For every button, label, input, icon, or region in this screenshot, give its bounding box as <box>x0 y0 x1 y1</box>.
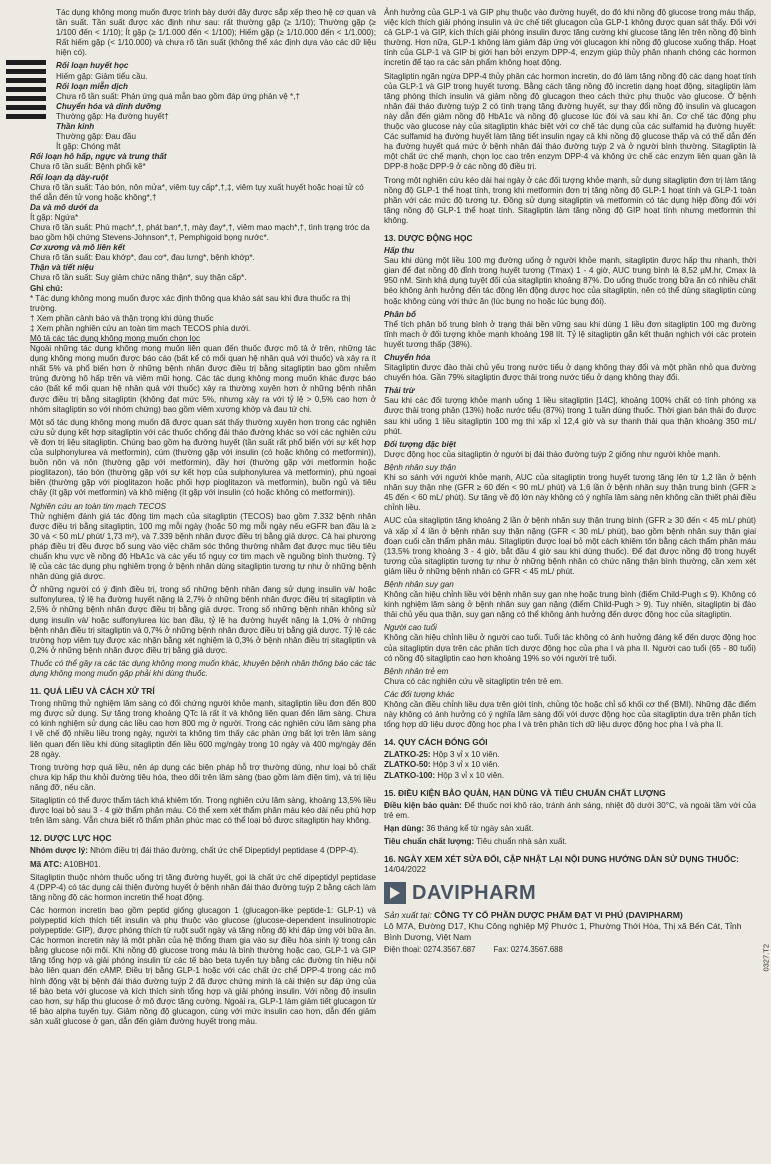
heading-elderly: Người cao tuổi <box>384 623 437 633</box>
pharmaco-p1: Sitagliptin thuộc nhóm thuốc uống trị tăng đường huyết, gọi là chất ức chế dipeptidyl peptidase 4 (DPP-4) có tác dụng cải thiện đường huyết ở bệnh nhân đái tháo đường tuýp 2 bằng cách làm tăng nồng độ các hormon incretin thể hoạt động. <box>30 872 376 902</box>
nervous-text-1: Thường gặp: Đau đầu <box>56 132 137 142</box>
section-11-title: 11. QUÁ LIỀU VÀ CÁCH XỬ TRÍ <box>30 686 155 697</box>
side-code: 0327.T2 <box>762 944 771 972</box>
pack-50-value: Hộp 3 vỉ x 10 viên. <box>430 760 500 770</box>
expiry-label: Hạn dùng: <box>384 823 425 833</box>
section-13-title: 13. DƯỢC ĐỘNG HỌC <box>384 232 473 243</box>
section-12-title: 12. DƯỢC LỰC HỌC <box>30 833 112 844</box>
storage-value: Để thuốc nơi khô ráo, tránh ánh sáng, nhiệt độ dưới 30°C, và ngoài tầm với của trẻ em. <box>384 800 756 820</box>
right-column <box>384 8 756 955</box>
heading-elimination: Thải trừ <box>384 386 415 396</box>
pack-100 <box>384 771 756 781</box>
selected-effects-title: Mô tả các tác dụng không mong muốn chọn lọc <box>30 334 201 343</box>
heading-nervous: Thần kinh <box>56 122 95 132</box>
atc-code <box>30 860 376 870</box>
skin-text-1: Ít gặp: Ngứa* <box>30 212 79 222</box>
pharmaco-p2: Các hormon incretin bao gồm peptid giống glucagon 1 (glucagon-like peptide-1: GLP-1) và polypeptid kích thích tiết insulin và phụ thuộc vào glucose (glucose-dependent insulinotropic polypeptide: GIP), được phóng thích từ ruột suốt ngày và tăng nồng độ khi đáp ứng với bữa ăn. Các hormon incretin này là một phần của hệ thống tham gia vào sự điều hòa sinh lý trong cân bằng glucose nội môi. Khi nồng độ glucose trong máu là bình thường hoặc cao, GLP-1 và GIP tăng tổng hợp và giải phóng insulin từ các tế bào beta tuyến tụy bằng các đường tín hiệu nội bào liên quan đến cAMP. Điều trị bằng GLP-1 hoặc với các chất ức chế DPP-4 trong các mô hình động vật bị bệnh đái tháo đường tuýp 2 đã được chứng minh là cải thiện sự đáp ứng của tế bào beta với glucose và kích thích sinh tổng hợp và giải phóng insulin. Với nồng độ insulin cao hơn, sự hấp thu glucose ở mô được tăng cường. Ngoài ra, GLP-1 làm giảm tiết glucagon từ tế bào alpha tuyến tụy. Giảm nồng độ glucagon, cùng với mức insulin cao hơn, dẫn đến giảm sản xuất glucose ở gan, dẫn đến giảm đường huyết trong máu. <box>30 905 376 1026</box>
quality-value: Tiêu chuẩn nhà sản xuất. <box>474 837 567 847</box>
pack-25-label: ZLATKO-25: <box>384 750 431 760</box>
heading-gi: Rối loạn dạ dày-ruột <box>30 172 109 182</box>
phone: Điện thoại: 0274.3567.687 <box>384 945 476 955</box>
pack-25-value: Hộp 3 vỉ x 10 viên. <box>430 750 500 760</box>
section-16-title: 16. NGÀY XEM XÉT SỬA ĐỔI, CẬP NHẬT LẠI NỘI DUNG HƯỚNG DẪN SỬ DỤNG THUỐC: <box>384 854 739 865</box>
davipharm-logo-icon <box>384 882 406 904</box>
frequency-intro: Tác dụng không mong muốn được trình bày dưới đây được sắp xếp theo hệ cơ quan và tần suất. Tần suất được xác định như sau: rất thường gặp (≥ 1/10); Thường gặp (≥ 1/100 đến < 1/10); Ít gặp (≥ 1/1.000 đến < 1/100); Hiếm gặp (≥ 1/10.000 đến < 1/1.000); Rất hiếm gặp (< 1/10.000) và chưa rõ tần suất (không thể xác định dựa vào các dữ liệu hiện có). <box>56 8 376 58</box>
contact <box>384 945 756 955</box>
overdose-p2: Trong trường hợp quá liều, nên áp dụng các biện pháp hỗ trợ thường dùng, như loại bỏ chất chưa kịp hấp thu khỏi đường tiêu hóa, theo dõi trên lâm sàng (bao gồm làm điện tim), và trị liệu nâng đỡ, nếu cần. <box>30 762 376 792</box>
section-16 <box>384 854 756 874</box>
metabolism-pk-text: Sitagliptin được đào thải chủ yếu trong nước tiểu ở dạng không thay đổi và một phần nhỏ qua đường chuyển hóa. Gần 79% sitagliptin được thải trong nước tiểu ở dạng không thay đổi. <box>384 363 756 383</box>
pack-100-label: ZLATKO-100: <box>384 770 436 780</box>
overdose-p1: Trong những thử nghiệm lâm sàng có đối chứng người khỏe mạnh, sitagliptin liều đơn đến 800 mg được sử dụng. Sự tăng trong khoảng QTc là rất ít và không liên quan đến lâm sàng. Chưa có kinh nghiệm sử dụng các liều cao hơn 800 mg ở người. Trong các nghiên cứu lâm sàng pha I về chế độ nhiều liều trong ngày, người ta không tìm thấy các phản ứng bất lợi trên lâm sàng liên quan đến liều khi dùng sitagliptin đến liều 600 mg/ngày trong 10 ngày và 400 mg/ngày đến 28 ngày. <box>30 699 376 759</box>
absorption-text: Sau khi dùng một liều 100 mg đường uống ở người khỏe mạnh, sitagliptin được hấp thu nhanh, thời gian để đạt nồng độ đỉnh trong huyết tương (Tmax) 1 - 4 giờ, AUC trung bình là 8,52 µM.hr, Cmax là 950 nM. Sinh khả dụng tuyệt đối của sitagliptin khoảng 87%. Do uống thuốc trong bữa ăn có nhiều chất béo không ảnh hưởng đến tác động lên động dược học của sitagliptin, nên có thể dùng sitagliptin cùng hoặc không cùng với thức ăn (lúc bụng no hoặc lúc bụng đói). <box>384 256 756 306</box>
renal-text: Chưa rõ tần suất: Suy giảm chức năng thận*, suy thận cấp*. <box>30 273 247 283</box>
incretin-p3: Trong một nghiên cứu kéo dài hai ngày ở các đối tượng khỏe mạnh, sử dụng sitagliptin đơn trị làm tăng nồng độ GLP-1 thể hoạt tính, trong khi metformin đơn trị tăng nồng độ GLP-1 hoạt tính và GLP-1 toàn phần với các mức độ tương tự. Đồng sử dụng sitagliptin và metformin có tác dụng hiệp đồng đối với tăng nồng độ GLP-1 thể hoạt tính. Sitagliptin làm tăng nồng độ GIP hoạt tính nhưng metformin thì không. <box>384 175 756 225</box>
heading-special: Đối tượng đặc biệt <box>384 439 456 449</box>
gi-text: Chưa rõ tần suất: Táo bón, nôn mửa*, viêm tụy cấp*,†,‡, viêm tụy xuất huyết hoặc hoại tử có thể dẫn đến tử vong hoặc không*,† <box>30 182 364 202</box>
pack-50-label: ZLATKO-50: <box>384 760 431 770</box>
manufacturer-company: CÔNG TY CỔ PHẦN DƯỢC PHẨM ĐẠT VI PHÚ (DAVIPHARM) <box>431 910 683 921</box>
atc-value: A10BH01. <box>61 859 101 869</box>
tecos-title: Nghiên cứu an toàn tim mạch TECOS <box>30 501 167 511</box>
renal-pk-p2: AUC của sitagliptin tăng khoảng 2 lần ở bệnh nhân suy thận trung bình (GFR ≥ 30 đến < 45 mL/ phút) và xấp xỉ 4 lần ở bệnh nhân suy thận nặng (GFR < 30 mL/ phút), bao gồm bệnh nhân suy thận giai đoạn cuối cần thẩm phân máu. Sitagliptin được loại bỏ một cách khiêm tốn bằng cách thẩm phân máu (13,5% trong khoảng 3 - 4 giờ, bắt đầu 4 giờ sau khi dùng thuốc). Để đạt được nồng độ trong huyết tương của sitagliptin tương tự như ở những bệnh nhân có chức năng thận bình thường, cần xem xét giảm liều ở những bệnh nhân có GFR < 45 mL/ phút. <box>384 516 756 576</box>
fax: Fax: 0274.3567.688 <box>493 945 563 955</box>
heading-metabolism-pk: Chuyển hóa <box>384 353 431 362</box>
note-2: † Xem phần cảnh báo và thận trọng khi dùng thuốc <box>30 313 214 323</box>
selected-effects-p2: Một số tác dụng không mong muốn đã được quan sát thấy thường xuyên hơn trong các nghiên cứu sử dụng kết hợp sitagliptin với các thuốc chống đái tháo đường khác so với các nghiên cứu về đơn trị liệu sitagliptin. Chúng bao gồm hạ đường huyết (tần suất rất phổ biến với sự kết hợp của sulphonylurea và metformin), cúm (thường gặp với insulin (có hoặc không có metformin)), buồn nôn và nôn (thường gặp với metformin), đầy hơi (thường gặp với metformin hoặc pioglitazon), táo bón (thường gặp với sự kết hợp của sulphonylurea và metformin), phù ngoại biên (thường gặp với pioglitazon hoặc phối hợp pioglitazon và metformin), buồn ngủ và tiêu chảy (ít gặp với metformin) và khô miệng (ít gặp với insulin (có hoặc không có metformin)). <box>30 417 376 498</box>
elderly-text: Không cần hiệu chỉnh liều ở người cao tuổi. Tuổi tác không có ảnh hưởng đáng kể đến dược động học của sitagliptin dựa trên các phân tích dược động học của pha I và pha II. Người cao tuổi (65 - 80 tuổi) có nồng độ sitagliptin cao hơn khoảng 19% so với người trẻ tuổi. <box>384 633 756 663</box>
pack-100-value: Hộp 3 vỉ x 10 viên. <box>435 770 504 780</box>
heading-other: Các đối tượng khác <box>384 689 455 699</box>
tecos-p1: Thử nghiệm đánh giá tác động tim mạch của sitagliptin (TECOS) bao gồm 7.332 bệnh nhân được điều trị bằng sitagliptin, 100 mg mỗi ngày (hoặc 50 mg mỗi ngày nếu eGFR ban đầu là ≥ 30 và < 50 mL/ phút/ 1,73 m²), và 7.339 bệnh nhân được điều trị bằng giả dược. Cả hai phương pháp điều trị đều được bổ sung vào việc chăm sóc thông thường nhằm đạt được mục tiêu tiêu chuẩn khu vực về nồng độ HbA1c và các yếu tố nguy cơ tim mạch về nguồng bình thường. Tỷ lệ của các tác dụng phụ nghiêm trọng ở bệnh nhân dùng sitagliptin tương tự như ở những bệnh nhân dùng giả dược. <box>30 511 376 582</box>
pharmaco-group <box>30 846 376 856</box>
incretin-p2: Sitagliptin ngăn ngừa DPP-4 thủy phân các hormon incretin, do đó làm tăng nồng độ các dạng hoạt tính của GLP-1 và GIP trong huyết tương. Bằng cách tăng nồng độ incretin dạng hoạt động, sitagliptin làm tăng phóng thích insulin và giảm nồng độ glucagon theo cách thức phụ thuộc vào glucose. Ở bệnh nhân đái tháo đường tuýp 2 có tình trạng tăng đường huyết, sự thay đổi nồng độ insulin và glucagon này dẫn đến giảm nồng độ HbA1c và nồng độ glucose lúc đói và sau khi ăn. Cơ chế tác động phụ thuộc vào glucose này của sitagliptin khác biệt với cơ chế tác dụng của các sulfamid hạ đường huyết: Các sulfamid hạ đường huyết làm tăng tiết insulin ngay cả khi nồng độ glucose thấp và có thể dẫn đến hạ đường huyết quá mức ở bệnh nhân đái tháo đường tuýp 2 và ở người bình thường. Sitagliptin là một chất ức chế mạnh, chọn lọc cao trên enzym DPP-4 và không ức chế các enzym liên quan gần là DPP-8 hoặc DPP-9 ở các nồng độ điều trị. <box>384 71 756 172</box>
pack-50 <box>384 760 756 770</box>
nervous-text-2: Ít gặp: Chóng mặt <box>56 142 121 152</box>
left-column <box>30 8 376 1030</box>
heading-renal: Thận và tiết niệu <box>30 263 94 273</box>
expiry <box>384 824 756 834</box>
manufacturer <box>384 910 756 921</box>
notes-title: Ghi chú: <box>30 283 63 293</box>
heading-musculoskeletal: Cơ xương và mô liên kết <box>30 243 125 253</box>
storage <box>384 801 756 821</box>
quality <box>384 837 756 847</box>
quality-label: Tiêu chuẩn chất lượng: <box>384 837 475 847</box>
blood-text: Hiếm gặp: Giảm tiểu cầu. <box>56 71 148 81</box>
metabolism-text: Thường gặp: Hạ đường huyết† <box>56 111 169 121</box>
manufacturer-label: Sản xuất tại: <box>384 910 432 921</box>
pack-25 <box>384 750 756 760</box>
children-text: Chưa có các nghiên cứu về sitagliptin trên trẻ em. <box>384 676 564 686</box>
special-text: Dược động học của sitagliptin ở người bị đái tháo đường tuýp 2 giống như người khỏe mạnh. <box>384 449 721 459</box>
overdose-p3: Sitagliptin có thể được thẩm tách khá khiêm tốn. Trong nghiên cứu lâm sàng, khoảng 13,5% liều được loại bỏ sau 3 - 4 giờ thẩm phân máu. Có thể xem xét thẩm phân máu kéo dài nếu phù hợp trên lâm sàng. Vẫn chưa biết rõ thẩm phân phúc mạc có thể loại bỏ được sitagliptin hay không. <box>30 796 376 826</box>
hepatic-text: Không cần hiệu chỉnh liều với bệnh nhân suy gan nhẹ hoặc trung bình (điểm Child-Pugh ≤ 9). Không có kinh nghiệm lâm sàng ở bệnh nhân suy gan nặng (điểm Child-Pugh > 9). Tuy nhiên, sitagliptin bị đào thải chủ yếu qua thận, suy gan nặng có thể không ảnh hưởng đến dược động học của sitagliptin. <box>384 590 756 620</box>
tecos-p2: Ở những người có ý định điều trị, trong số những bệnh nhân đang sử dụng insulin và/ hoặc sulfonylurea, tỷ lệ hạ đường huyết nặng là 2,7% ở những bệnh nhân được điều trị sitagliptin và 2,5% ở những bệnh nhân được điều trị bằng giả dược. Trong số những bệnh nhân không sử dụng insulin và/ hoặc sulfonylurea lúc ban đầu, tỷ lệ hạ đường huyết nặng là 1,0% ở những bệnh nhân điều trị sitagliptin và 0,7% ở những bệnh nhân được điều trị bằng giả dược. Tỷ lệ các trường hợp viêm tụy được xác nhận bằng xét nghiệm là 0,3% ở bệnh nhân điều trị sitagliptin và 0,2% ở những bệnh nhân được điều trị bằng giả dược. <box>30 585 376 655</box>
heading-hepatic: Bệnh nhân suy gan <box>384 579 454 589</box>
renal-pk-p1: Khi so sánh với người khỏe mạnh, AUC của sitagliptin trong huyết tương tăng lên từ 1,2 lần ở bệnh nhân suy thận nhẹ (GFR ≥ 60 đến < 90 mL/ phút) và 1,6 lần ở bệnh nhân suy thận trung bình (GFR ≥ 45 đến < 60 mL/ phút). Sự tăng về độ lớn này không có ý nghĩa lâm sàng nên không cần thiết phải điều chỉnh liều. <box>384 473 756 513</box>
heading-blood: Rối loạn huyết học <box>56 61 129 71</box>
other-text: Không cần điều chỉnh liều dựa trên giới tính, chủng tộc hoặc chỉ số khối cơ thể (BMI). Những đặc điểm này không có ảnh hưởng có ý nghĩa lâm sàng đối với dược động học của sitagliptin dựa trên phân tích tổng hợp dữ liệu dược động học pha I và trên phân tích dữ liệu dược động học pha I và pha II. <box>384 700 756 730</box>
revision-date: 14/04/2022 <box>384 864 426 875</box>
pharmaco-group-value: Nhóm điều trị đái tháo đường, chất ức chế Dipeptidyl peptidase 4 (DPP-4). <box>87 846 359 856</box>
respiratory-text: Chưa rõ tần suất: Bệnh phổi kẽ* <box>30 162 146 172</box>
note-1: * Tác dụng không mong muốn được xác định thông qua khảo sát sau khi đưa thuốc ra thị trường. <box>30 293 351 313</box>
note-3: ‡ Xem phần nghiên cứu an toàn tim mạch TECOS phía dưới. <box>30 323 251 333</box>
heading-distribution: Phân bố <box>384 309 416 319</box>
storage-label: Điều kiện bảo quản: <box>384 800 462 810</box>
brand-name: DAVIPHARM <box>412 882 537 905</box>
expiry-value: 36 tháng kể từ ngày sản xuất. <box>424 823 534 833</box>
heading-renal-pk: Bệnh nhân suy thận <box>384 462 457 472</box>
atc-label: Mã ATC: <box>30 859 62 869</box>
selected-effects-p1: Ngoài những tác dụng không mong muốn liên quan đến thuốc được mô tả ở trên, những tác dụng không mong muốn được báo cáo (bất kể có mối quan hệ nhân quả với thuốc) và xảy ra ít nhất 5% và phổ biến hơn ở những bệnh nhân được điều trị bằng sitagliptin bao gồm nhiễm trùng đường hô hấp trên và viêm mũi họng. Các tác dụng không mong muốn khác được báo cáo (bất kể mối quan hệ nhân quả với thuốc) xảy ra thường xuyên hơn ở những bệnh nhân được điều trị bằng sitagliptin (không đạt mức 5%, nhưng xảy ra với tỷ lệ > 0,5% cao hơn ở nhóm sitagliptin so với nhóm chứng) bao gồm viêm xương khớp và đau tứ chi. <box>30 344 376 414</box>
heading-children: Bệnh nhân trẻ em <box>384 666 449 676</box>
elimination-text: Sau khi các đối tượng khỏe mạnh uống 1 liều sitagliptin [14C], khoảng 100% chất có tính phóng xạ được thải trong phân (13%) hoặc nước tiểu (87%) trong 1 tuần dùng thuốc. Thời gian bán thải đo được sau khi uống 1 liều sitagliptin 100 mg thì xấp xỉ 12,4 giờ và sự thanh thải qua thận khoảng 350 mL/ phút. <box>384 396 756 436</box>
heading-immune: Rối loạn miễn dịch <box>56 81 128 91</box>
distribution-text: Thể tích phân bố trung bình ở trạng thái bền vững sau khi dùng 1 liều đơn sitagliptin 100 mg đường tĩnh mạch ở đối tượng khỏe mạnh khoảng 198 lít. Tỷ lệ sitagliptin gắn kết thuận nghịch với các protein huyết tương thấp (38%). <box>384 319 756 349</box>
manufacturer-address: Lô M7A, Đường D17, Khu Công nghiệp Mỹ Phước 1, Phường Thới Hòa, Thị xã Bến Cát, Tỉnh Bình Dương, Việt Nam <box>384 921 742 943</box>
section-14-title: 14. QUY CÁCH ĐÓNG GÓI <box>384 737 488 748</box>
skin-text-2: Chưa rõ tần suất: Phù mạch*,†, phát ban*,†, mày đay*,†, viêm mao mạch*,†, tình trạng tróc da bao gồm hội chứng Stevens-Johnson*,†, Pemphigoid bọng nước*. <box>30 222 370 243</box>
immune-text: Chưa rõ tần suất: Phản ứng quá mẫn bao gồm đáp ứng phản vệ *,† <box>56 91 300 101</box>
heading-metabolism: Chuyển hóa và dinh dưỡng <box>56 101 162 111</box>
report-note: Thuốc có thể gây ra các tác dụng không mong muốn khác, khuyên bệnh nhân thông báo các tác dụng không mong muốn gặp phải khi dùng thuốc. <box>30 658 376 678</box>
adverse-list <box>30 61 376 152</box>
pharmaco-group-label: Nhóm dược lý: <box>30 846 88 856</box>
heading-skin: Da và mô dưới da <box>30 202 99 212</box>
brand-logo <box>384 882 756 904</box>
section-15-title: 15. ĐIỀU KIỆN BẢO QUẢN, HẠN DÙNG VÀ TIÊU CHUẨN CHẤT LƯỢNG <box>384 787 666 798</box>
heading-absorption: Hấp thu <box>384 246 415 256</box>
heading-respiratory: Rối loạn hô hấp, ngực và trung thất <box>30 152 167 162</box>
musculoskeletal-text: Chưa rõ tần suất: Đau khớp*, đau cơ*, đau lưng*, bệnh khớp*. <box>30 253 255 263</box>
incretin-p1: Ảnh hưởng của GLP-1 và GIP phụ thuộc vào đường huyết, do đó khi nồng độ glucose trong máu thấp, việc kích thích giải phóng insulin và ức chế tiết glucagon của GLP-1 không được quan sát thấy. Đối với cả GLP-1 và GIP, kích thích giải phóng insulin được tăng cường khi glucose tăng lên trên nồng độ bình thường. Hơn nữa, GLP-1 không làm giảm đáp ứng với glucagon khi nồng độ glucose xuống thấp. Hoạt tính của GLP-1 và GIP bị giới hạn bởi enzym DPP-4, enzym giúp thủy phân nhanh chóng các hormon incretin để tạo ra các sản phẩm không hoạt động. <box>384 8 756 68</box>
